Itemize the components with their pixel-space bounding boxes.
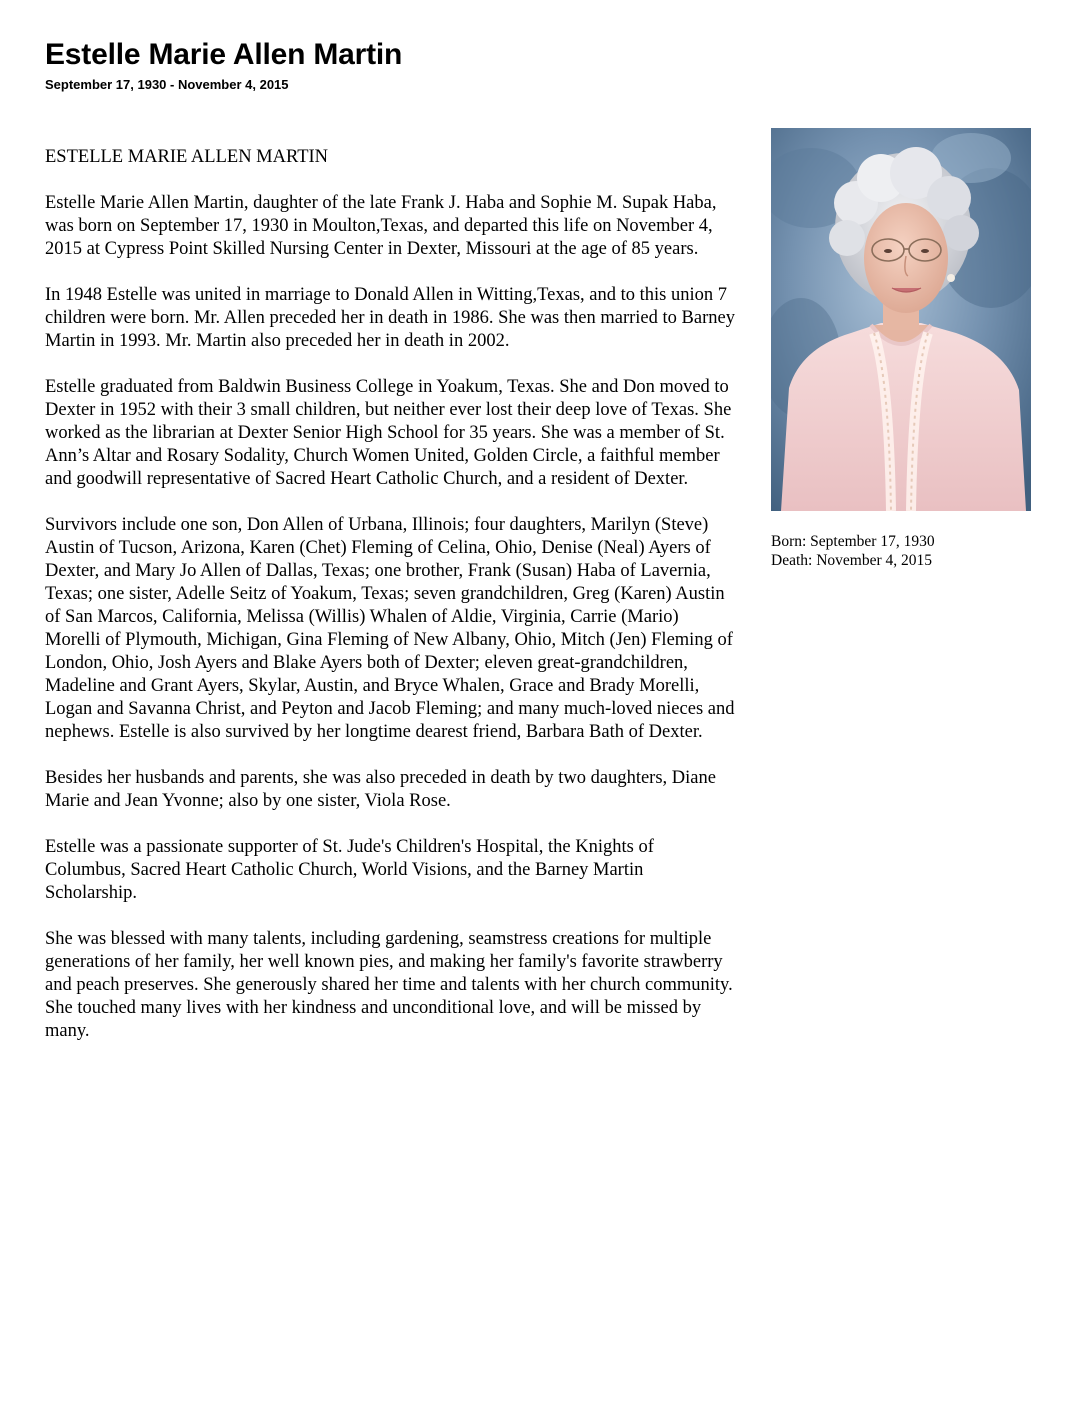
obituary-heading: ESTELLE MARIE ALLEN MARTIN xyxy=(45,147,329,167)
death-date: Death: November 4, 2015 xyxy=(771,552,932,569)
photo-caption xyxy=(771,532,935,570)
portrait-photo xyxy=(771,128,1031,511)
obituary-paragraph: Estelle Marie Allen Martin, daughter of the late Frank J. Haba and Sophie M. Supak Haba, was born on September 17, 1930 in Moulton,Texas, and departed this life on November 4, 2015 at Cypress Point Skilled Nursing Center in Dexter, Missouri at the age of 85 years. xyxy=(45,193,717,259)
obituary-header xyxy=(45,36,402,94)
life-dates: September 17, 1930 - November 4, 2015 xyxy=(45,77,289,92)
born-date: Born: September 17, 1930 xyxy=(771,533,935,550)
obituary-body xyxy=(45,146,735,1066)
obituary-paragraph: Estelle graduated from Baldwin Business College in Yoakum, Texas. She and Don moved to Dexter in 1952 with their 3 small children, but neither ever lost their deep love of Texas. She worked as the librarian at Dexter Senior High School for 35 years. She was a member of St. Ann’s Altar and Rosary Sodality, Church Women United, Golden Circle, a faithful member and goodwill representative of Sacred Heart Catholic Church, and a resident of Dexter. xyxy=(45,377,732,489)
obituary-paragraph: She was blessed with many talents, including gardening, seamstress creations for multiple generations of her family, her well known pies, and making her family's favorite strawberry and peach preserves. She generously shared her time and talents with her church community. She touched many lives with her kindness and unconditional love, and will be missed by many. xyxy=(45,929,733,1041)
obituary-paragraph: Besides her husbands and parents, she was also preceded in death by two daughters, Diane Marie and Jean Yvonne; also by one sister, Viola Rose. xyxy=(45,768,716,811)
obituary-paragraph: Estelle was a passionate supporter of St. Jude's Children's Hospital, the Knights of Columbus, Sacred Heart Catholic Church, World Visions, and the Barney Martin Scholarship. xyxy=(45,837,654,903)
obituary-paragraph: Survivors include one son, Don Allen of Urbana, Illinois; four daughters, Marilyn (Steve) Austin of Tucson, Arizona, Karen (Chet) Fleming of Celina, Ohio, Denise (Neal) Ayers of Dexter, and Mary Jo Allen of Dallas, Texas; one brother, Frank (Susan) Haba of Lavernia, Texas; one sister, Adelle Seitz of Yoakum, Texas; seven grandchildren, Greg (Karen) Austin of San Marcos, California, Melissa (Willis) Whalen of Aldie, Virginia, Carrie (Mario) Morelli of Plymouth, Michigan, Gina Fleming of New Albany, Ohio, Mitch (Jen) Fleming of London, Ohio, Josh Ayers and Blake Ayers both of Dexter; eleven great-grandchildren, Madeline and Grant Ayers, Skylar, Austin, and Bryce Whalen, Grace and Brady Morelli, Logan and Savanna Christ, and Peyton and Jacob Fleming; and many much-loved nieces and nephews. Estelle is also survived by her longtime dearest friend, Barbara Bath of Dexter. xyxy=(45,515,735,742)
page-title: Estelle Marie Allen Martin xyxy=(45,38,403,71)
obituary-paragraph: In 1948 Estelle was united in marriage to Donald Allen in Witting,Texas, and to this union 7 children were born. Mr. Allen preceded her in death in 1986. She was then married to Barney Martin in 1993. Mr. Martin also preceded her in death in 2002. xyxy=(45,285,735,351)
